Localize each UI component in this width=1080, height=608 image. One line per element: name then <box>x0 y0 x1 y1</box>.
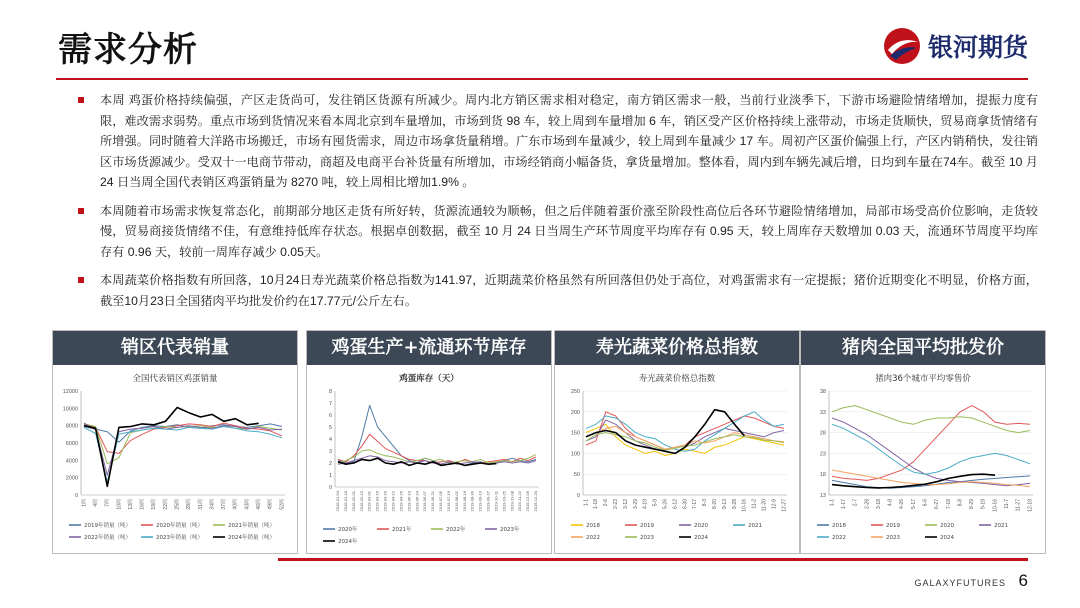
x-tick-label: 2019-01-04 <box>335 491 341 512</box>
bullet-text: 本周蔬菜价格指数有所回落，10月24日寿光蔬菜价格总指数为141.97，近期蔬菜价格虽然有所回落但仍处于高位，对鸡蛋需求有一定提振；猪价近期变化不明显，价格方面，截至10月23日全国猪肉平均批发价约在17.77元/公斤左右。 <box>100 273 1038 308</box>
x-tick-label: 46周 <box>256 499 263 510</box>
chart-title: 猪肉36个城市平均零售价 <box>875 374 971 384</box>
x-tick-label: 2019-04-26 <box>398 491 404 512</box>
x-tick-label: 25周 <box>174 499 181 510</box>
x-tick-label: 31周 <box>197 499 204 510</box>
x-tick-label: 8-3 <box>702 499 709 507</box>
x-tick-label: 2019-01-18 <box>342 491 348 512</box>
x-tick-label: 1-17 <box>840 499 847 510</box>
x-tick-label: 4-26 <box>899 499 906 510</box>
legend-label: 2024 <box>694 535 708 541</box>
x-tick-label: 40周 <box>232 499 239 510</box>
x-tick-label: 2019-06-07 <box>422 491 428 512</box>
x-tick-label: 2019-03-01 <box>366 491 372 512</box>
bullet-text: 本周随着市场需求恢复常态化，前期部分地区走货有所好转，货源流通较为顺畅，但之后伴随着蛋价涨至阶段性高位后各环节避险情绪增加，局部市场受高价位影响，走货较慢，贸易商接货情绪不佳，有意维持低库存状态。根据卓创数据，截至 10 月 24 日当周生产环节周度平均库存有 0.95 天，较上周库存天数增加 0.03 天，流通环节周度平均库存有 0.96 天，较前一周库存减少 0.05天。 <box>100 203 1038 259</box>
x-tick-label: 2019-10-25 <box>501 491 507 512</box>
y-tick-label: 6000 <box>65 441 78 447</box>
chart-panel-inventory <box>306 330 552 554</box>
x-tick-label: 6-27 <box>934 499 941 510</box>
x-tick-label: 16周 <box>139 499 146 510</box>
x-tick-label: 5-9 <box>652 499 659 507</box>
bullet-paragraph <box>78 270 1038 311</box>
x-tick-label: 12-27 <box>781 499 788 512</box>
brand-name: 银河期货 <box>927 33 1028 62</box>
legend-label: 2024年 <box>338 539 358 545</box>
y-tick-label: 12000 <box>62 389 78 395</box>
x-tick-label: 1周 <box>81 499 88 507</box>
x-tick-label: 2019-03-15 <box>374 491 380 512</box>
vegetable-index-chart <box>559 369 795 549</box>
x-tick-label: 5-26 <box>662 499 669 510</box>
x-tick-label: 2019-07-19 <box>445 491 451 512</box>
y-tick-label: 0 <box>576 493 580 499</box>
x-tick-label: 2-7 <box>852 499 859 507</box>
legend-label: 2018 <box>586 523 600 529</box>
page-number: 6 <box>1018 571 1028 590</box>
y-tick-label: 0 <box>74 493 78 499</box>
x-tick-label: 7-17 <box>692 499 699 510</box>
x-tick-label: 2019-05-24 <box>414 491 420 512</box>
x-tick-label: 11-7 <box>1004 499 1011 509</box>
x-tick-label: 2-28 <box>864 499 871 510</box>
y-tick-label: 6 <box>328 413 332 419</box>
x-tick-label: 8-8 <box>957 499 964 507</box>
chart-panel-pork <box>800 330 1046 554</box>
panel-heading: 销区代表销量 <box>53 331 297 365</box>
series-line <box>832 474 995 488</box>
x-tick-label: 2019-11-22 <box>517 491 523 512</box>
y-tick-label: 3 <box>328 449 332 455</box>
x-tick-label: 5-17 <box>910 499 917 510</box>
panel-heading: 鸡蛋生产+流通环节库存 <box>307 331 551 365</box>
legend-label: 2023年销量（吨） <box>156 535 203 541</box>
legend-label: 2024 <box>940 535 954 541</box>
y-tick-label: 1 <box>328 473 332 479</box>
x-tick-label: 10-16 <box>992 499 999 512</box>
x-tick-label: 11-20 <box>761 499 768 512</box>
legend-label: 2022年销量（吨） <box>84 535 131 541</box>
x-tick-label: 2019-03-29 <box>382 491 388 512</box>
legend-label: 2021 <box>994 523 1008 529</box>
x-tick-label: 1-1 <box>829 499 836 507</box>
x-tick-label: 2019-10-11 <box>493 491 499 512</box>
legend-label: 2024年销量（吨） <box>228 535 275 541</box>
legend-label: 2021年销量（吨） <box>228 523 275 529</box>
x-tick-label: 7周 <box>104 499 111 507</box>
series-line <box>832 406 1030 433</box>
x-tick-label: 2019-12-20 <box>533 491 539 512</box>
x-tick-label: 2019-08-16 <box>461 491 467 512</box>
y-tick-label: 200 <box>570 409 580 416</box>
x-tick-label: 28周 <box>186 499 193 510</box>
legend-label: 2022 <box>586 535 600 541</box>
y-tick-label: 250 <box>570 389 580 395</box>
x-tick-label: 49周 <box>267 499 274 510</box>
panel-heading: 猪肉全国平均批发价 <box>801 331 1045 365</box>
x-tick-label: 2019-08-02 <box>453 491 459 512</box>
x-tick-label: 2019-02-01 <box>350 491 356 512</box>
y-tick-label: 8 <box>328 389 332 395</box>
legend-label: 2019年销量（吨） <box>84 523 131 529</box>
legend-label: 2020 <box>694 523 708 529</box>
legend-label: 2018 <box>832 523 846 529</box>
inventory-chart <box>311 369 547 549</box>
x-tick-label: 2019-09-13 <box>477 491 483 512</box>
y-tick-label: 13 <box>819 493 826 499</box>
x-tick-label: 4周 <box>92 499 99 507</box>
analysis-text <box>78 90 1038 319</box>
x-tick-label: 9-13 <box>721 499 728 510</box>
x-tick-label: 2019-09-27 <box>485 491 491 512</box>
x-tick-label: 3-29 <box>632 499 639 510</box>
x-tick-label: 4-8 <box>887 499 894 507</box>
bullet-marker-icon <box>78 97 84 103</box>
y-tick-label: 100 <box>570 451 580 458</box>
bullet-marker-icon <box>78 208 84 214</box>
y-tick-label: 4 <box>328 437 332 443</box>
x-tick-label: 2-23 <box>613 499 620 510</box>
x-tick-label: 3-12 <box>622 499 629 510</box>
x-tick-label: 10周 <box>116 499 123 510</box>
legend-label: 2023年 <box>500 527 520 533</box>
chart-title: 鸡蛋库存（天） <box>399 374 459 384</box>
chart-title: 寿光蔬菜价格总指数 <box>638 374 716 384</box>
sales-chart <box>57 369 293 549</box>
series-line <box>832 406 1030 481</box>
chart-panel-vegetable <box>554 330 800 554</box>
galaxy-logo-icon <box>882 26 922 66</box>
x-tick-label: 11-2 <box>751 499 758 509</box>
x-tick-label: 4-19 <box>642 499 649 510</box>
pork-price-chart <box>805 369 1041 549</box>
panel-heading: 寿光蔬菜价格总指数 <box>555 331 799 365</box>
x-tick-label: 6-30 <box>682 499 689 510</box>
y-tick-label: 38 <box>819 389 826 395</box>
bullet-paragraph <box>78 90 1038 193</box>
y-tick-label: 0 <box>328 485 332 491</box>
series-line <box>586 410 744 454</box>
x-tick-label: 7-18 <box>945 499 952 510</box>
footer-divider <box>278 558 1028 561</box>
x-tick-label: 1-18 <box>593 499 600 510</box>
legend-label: 2023 <box>640 535 654 541</box>
x-tick-label: 9-28 <box>731 499 738 510</box>
y-tick-label: 2 <box>328 461 332 467</box>
x-tick-label: 8-20 <box>712 499 719 510</box>
legend-label: 2021 <box>748 523 762 529</box>
x-tick-label: 22周 <box>162 499 169 510</box>
chart-title: 全国代表销区鸡蛋销量 <box>132 374 218 384</box>
x-tick-label: 1-1 <box>583 499 590 507</box>
x-tick-label: 11-27 <box>1015 499 1022 512</box>
y-tick-label: 5 <box>328 425 332 431</box>
legend-label: 2020年销量（吨） <box>156 523 203 529</box>
y-tick-label: 50 <box>573 472 580 479</box>
page-title: 需求分析 <box>58 30 198 70</box>
y-tick-label: 10000 <box>62 406 78 413</box>
bullet-paragraph <box>78 201 1038 263</box>
y-tick-label: 23 <box>819 451 826 458</box>
legend-label: 2019 <box>886 523 900 529</box>
x-tick-label: 2019-07-05 <box>438 491 444 512</box>
series-line <box>84 408 259 487</box>
x-tick-label: 6-12 <box>672 499 679 510</box>
legend-label: 2021年 <box>392 527 412 533</box>
legend-label: 2020年 <box>338 527 358 533</box>
header-divider <box>56 78 1028 80</box>
x-tick-label: 12-19 <box>1027 499 1034 512</box>
x-tick-label: 6-6 <box>922 499 929 507</box>
y-tick-label: 7 <box>328 401 332 407</box>
x-tick-label: 52周 <box>279 499 286 510</box>
x-tick-label: 2019-11-08 <box>509 491 515 512</box>
x-tick-label: 2019-05-10 <box>406 491 412 512</box>
x-tick-label: 2019-12-06 <box>525 491 531 512</box>
x-tick-label: 2019-02-15 <box>358 491 364 512</box>
x-tick-label: 13周 <box>127 499 134 510</box>
y-tick-label: 33 <box>819 409 826 416</box>
y-tick-label: 2000 <box>65 475 78 482</box>
chart-panel-sales <box>52 330 298 554</box>
x-tick-label: 19周 <box>151 499 158 510</box>
bullet-marker-icon <box>78 277 84 283</box>
x-tick-label: 2019-06-21 <box>430 491 436 512</box>
footer-brand: GALAXYFUTURES <box>914 578 1006 588</box>
legend-label: 2022年 <box>446 527 466 533</box>
x-tick-label: 12-9 <box>771 499 778 510</box>
y-tick-label: 28 <box>819 430 826 437</box>
x-tick-label: 2019-04-12 <box>390 491 396 512</box>
legend-label: 2019 <box>640 523 654 529</box>
x-tick-label: 9-19 <box>980 499 987 510</box>
x-tick-label: 37周 <box>221 499 228 510</box>
y-tick-label: 150 <box>570 430 580 437</box>
legend-label: 2023 <box>886 535 900 541</box>
x-tick-label: 34周 <box>209 499 216 510</box>
series-line <box>586 412 784 449</box>
legend-label: 2020 <box>940 523 954 529</box>
x-tick-label: 8-29 <box>969 499 976 510</box>
x-tick-label: 2-6 <box>603 499 610 507</box>
legend-label: 2022 <box>832 535 846 541</box>
x-tick-label: 2019-08-30 <box>469 491 475 512</box>
series-line <box>338 434 536 463</box>
y-tick-label: 8000 <box>65 423 78 430</box>
company-logo <box>882 26 1028 66</box>
y-tick-label: 18 <box>819 472 826 479</box>
x-tick-label: 10-16 <box>741 499 748 512</box>
x-tick-label: 43周 <box>244 499 251 510</box>
y-tick-label: 4000 <box>65 458 78 465</box>
x-tick-label: 3-18 <box>875 499 882 510</box>
bullet-text: 本周 鸡蛋价格持续偏强，产区走货尚可，发往销区货源有所减少。周内北方销区需求相对稳定，南方销区需求一般，当前行业淡季下，下游市场避险情绪增加，提振力度有限，难改需求弱势。重点市场到货情况来看本周北京到车量增加，市场到货 98 车，较上周到车量增加 6 车，销区受产区价格持续上涨带动，市场走货顺快，贸易商拿货情绪有所增强。同时随着大洋路市场搬迁，市场有囤货需求，周边市场拿货量稍增。广东市场到车量减少，较上周到车量减少 17 车。周初产区蛋价偏强上行，产区内销稍快，发往销区市场货源减少。受双十一电商节带动，商超及电商平台补货量有所增加，市场经销商小幅备货，拿货量增加。整体看，周内到车辆先减后增，日均到车量在74车。截至 10 月 24 日当周全国代表销区鸡蛋销量为 8270 吨，较上周相比增加1.9% 。 <box>100 93 1038 189</box>
